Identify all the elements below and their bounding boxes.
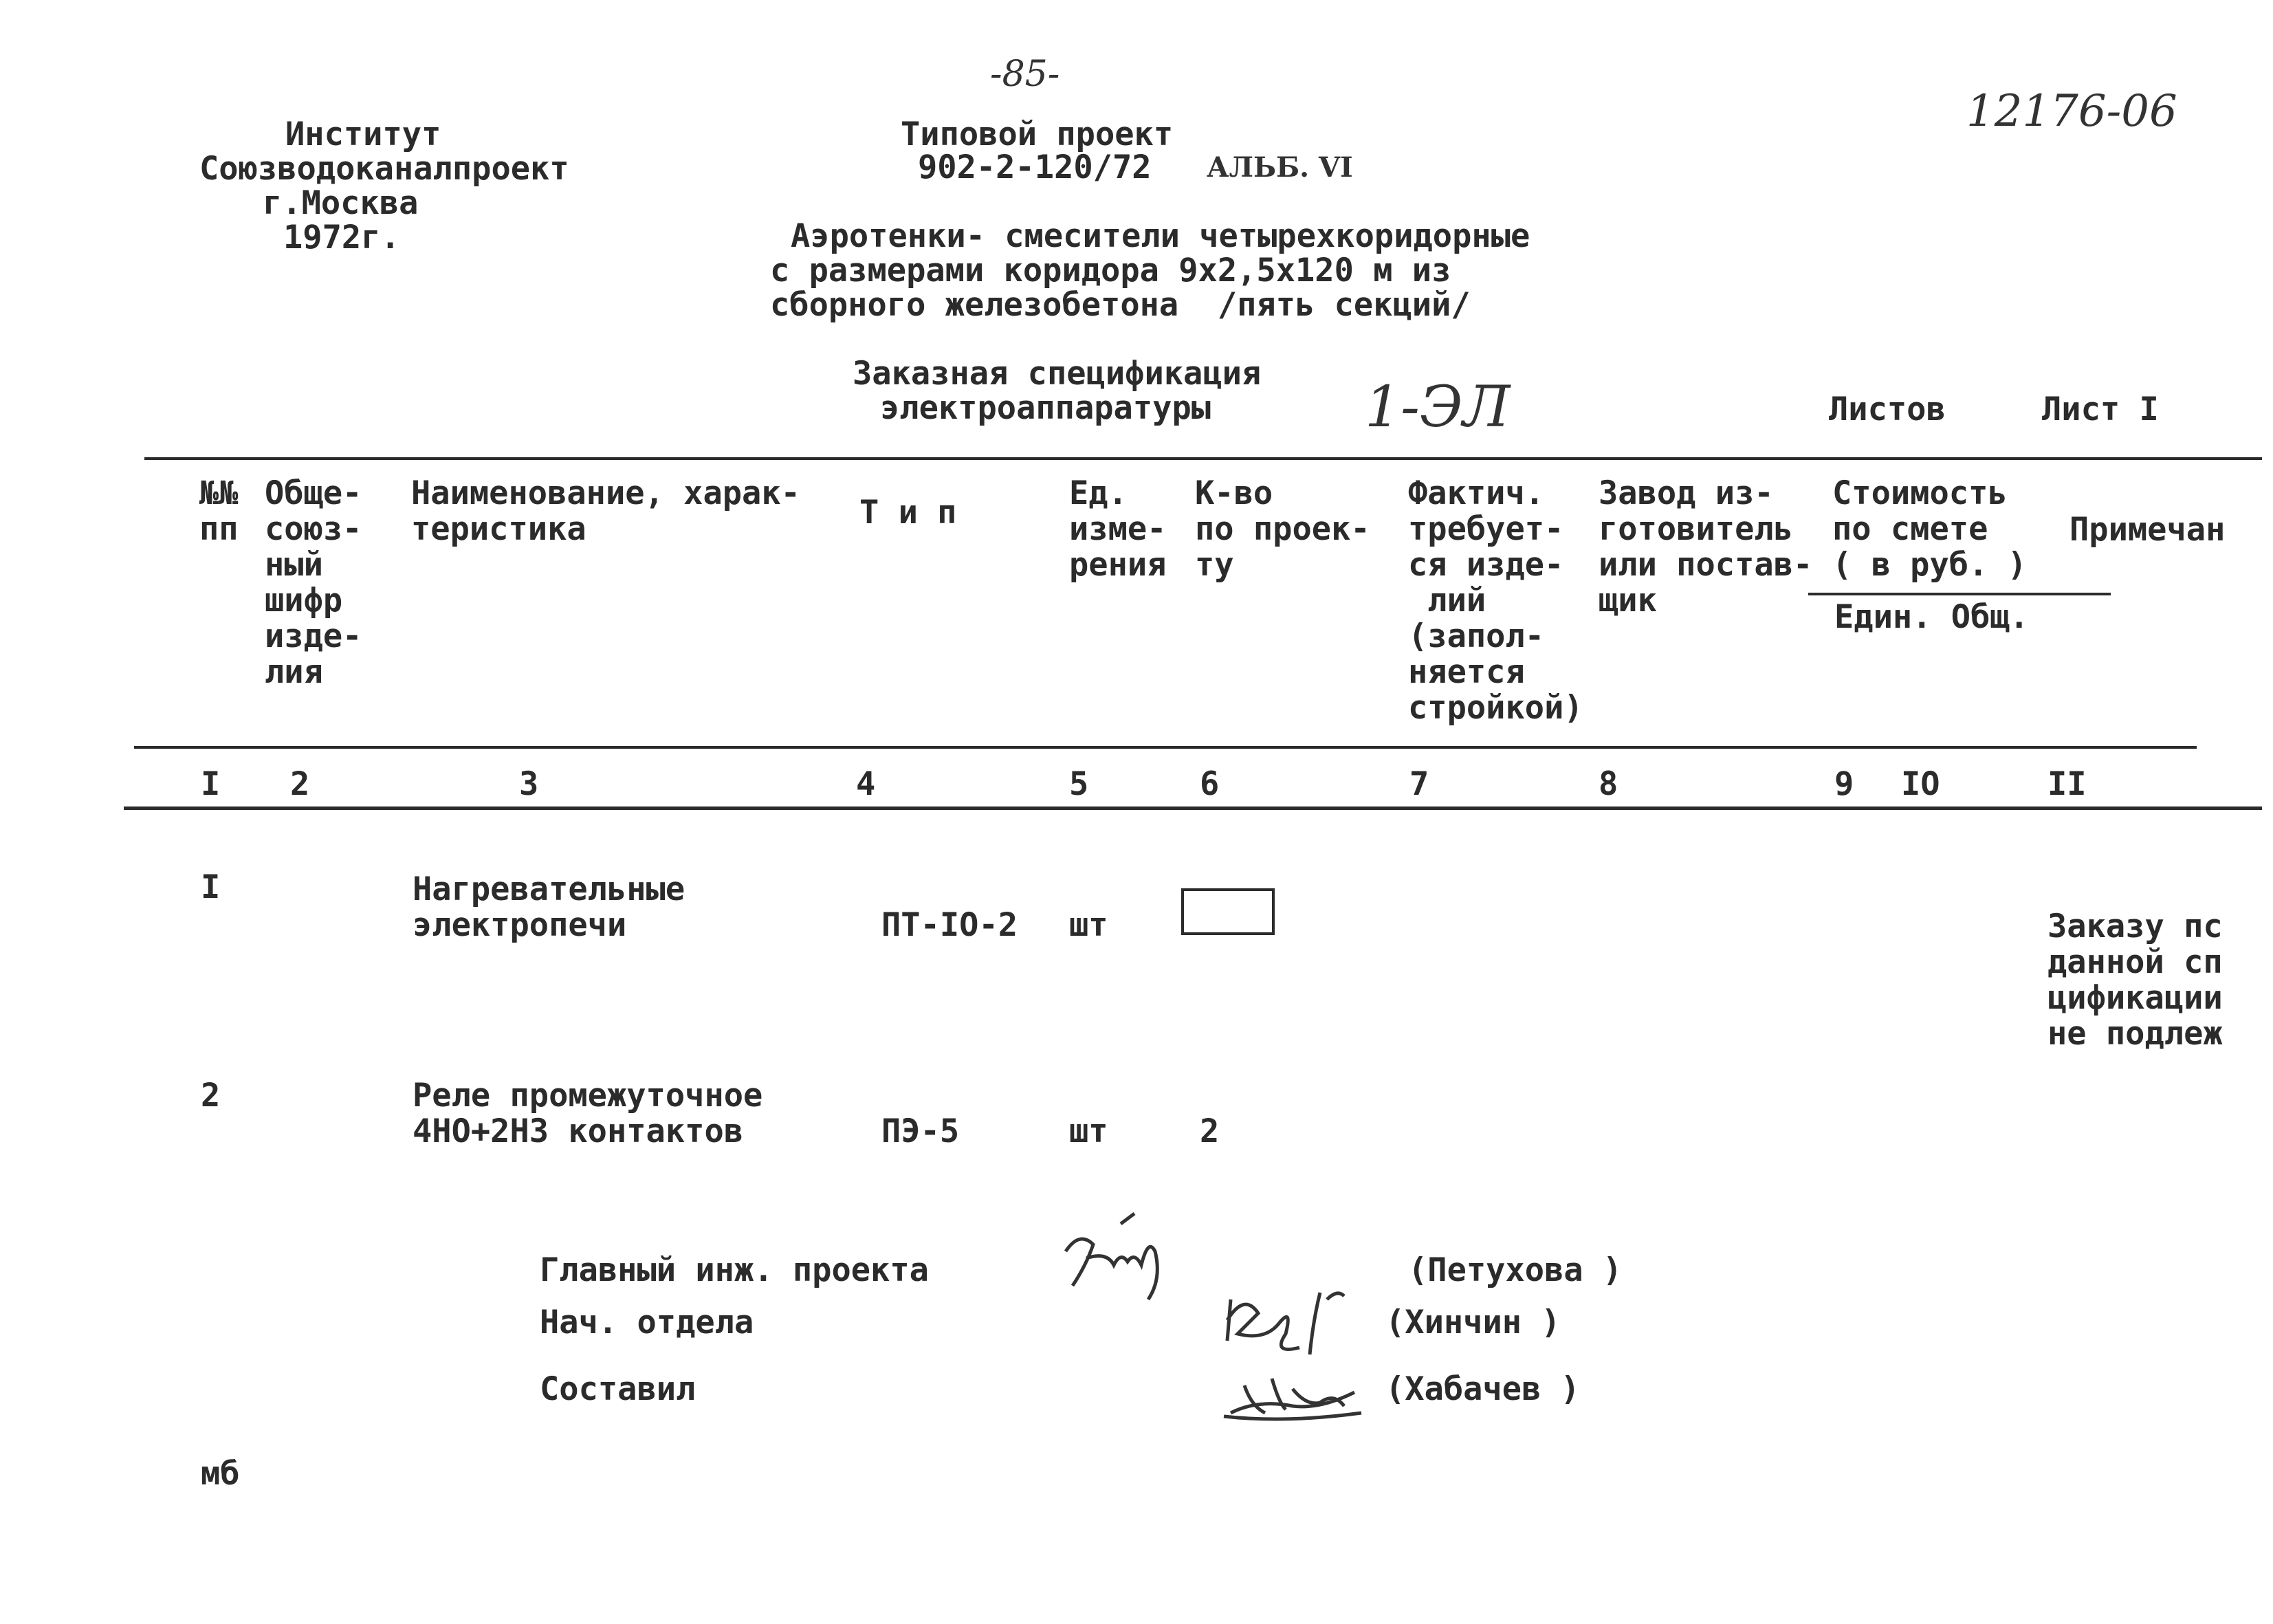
spec-title-line-2: электроаппаратуры (880, 389, 1211, 427)
header-col-4: Т и п (859, 494, 957, 531)
signature-role-author: Составил (540, 1370, 696, 1408)
handwritten-signature-head (1217, 1286, 1382, 1361)
quantity-box (1181, 888, 1275, 935)
col-number-9: 9 (1834, 765, 1854, 803)
page-number: -85- (990, 54, 1060, 95)
header-col-9-sub: Един. Общ. (1834, 598, 2029, 636)
col-number-4: 4 (856, 765, 876, 803)
signature-name-author: (Хабачев ) (1385, 1370, 1580, 1408)
row-quantity: 2 (1200, 1112, 1220, 1150)
signature-name-chief: (Петухова ) (1408, 1251, 1623, 1289)
header-col-8: Завод из- готовитель или постав- щик (1599, 474, 1813, 619)
header-col-1: №№ пп (199, 474, 239, 548)
header-col-11: Примечан (2069, 511, 2226, 549)
row-unit: шт (1069, 906, 1108, 944)
header-col-6: К-во по проек- ту (1195, 474, 1370, 584)
description-line-2: с размерами коридора 9х2,5х120 м из (770, 252, 1451, 289)
header-col-9: Стоимость по смете ( в руб. ) (1832, 474, 2027, 584)
header-col-2: Обще- союз- ный шифр изде- лия (265, 474, 362, 691)
handwritten-signature-chief (1052, 1210, 1189, 1313)
spec-code: 1-ЭЛ (1365, 375, 1511, 440)
table-header-rule (134, 746, 2197, 749)
institute-city: г.Москва (263, 184, 419, 222)
description-line-1: Аэротенки- смесители четырехкоридорные (791, 217, 1530, 255)
signature-role-chief: Главный инж. проекта (540, 1251, 929, 1289)
project-album: АЛЬБ. VI (1207, 151, 1353, 184)
row-name: Нагревательные электропечи (413, 870, 685, 944)
cost-subheader-rule (1808, 593, 2111, 595)
description-line-3: сборного железобетона /пять секций/ (770, 286, 1471, 324)
sheet-label: Лист I (2042, 391, 2159, 428)
col-number-7: 7 (1409, 765, 1429, 803)
row-unit: шт (1069, 1112, 1108, 1150)
handwritten-signature-author (1217, 1365, 1382, 1427)
column-numbers-rule (124, 806, 2262, 810)
col-number-6: 6 (1200, 765, 1220, 803)
row-number: I (201, 868, 221, 906)
col-number-10: IO (1901, 765, 1940, 803)
row-note: Заказу пс данной сп цификации не подлеж (2047, 908, 2223, 1053)
project-label: Типовой проект (901, 116, 1174, 153)
table-top-rule (144, 457, 2262, 460)
institute-year: 1972г. (283, 219, 400, 256)
col-number-2: 2 (290, 765, 310, 803)
document-number: 12176-06 (1966, 86, 2177, 137)
row-type: ПЭ-5 (881, 1112, 960, 1150)
col-number-3: 3 (519, 765, 539, 803)
spec-title-line-1: Заказная спецификация (853, 355, 1262, 393)
row-number: 2 (201, 1077, 221, 1115)
signature-name-head: (Хинчин ) (1385, 1304, 1561, 1341)
row-name: Реле промежуточное 4НО+2НЗ контактов (413, 1077, 763, 1150)
header-col-7: Фактич. требует- ся изде- лий (запол- няется стройкой) (1408, 474, 1583, 727)
institute-org: Союзводоканалпроект (199, 150, 569, 188)
col-number-5: 5 (1069, 765, 1089, 803)
col-number-8: 8 (1599, 765, 1618, 803)
header-col-5: Ед. изме- рения (1069, 474, 1167, 584)
col-number-1: I (201, 765, 221, 803)
signature-role-head: Нач. отдела (540, 1304, 754, 1341)
header-col-3: Наименование, харак- теристика (411, 474, 800, 548)
row-type: ПТ-IO-2 (881, 906, 1018, 944)
institute-label: Институт (285, 116, 441, 153)
footer-mark: мб (201, 1455, 240, 1493)
col-number-11: II (2047, 765, 2087, 803)
sheets-label: Листов (1829, 391, 1946, 428)
project-number: 902-2-120/72 (918, 149, 1152, 186)
